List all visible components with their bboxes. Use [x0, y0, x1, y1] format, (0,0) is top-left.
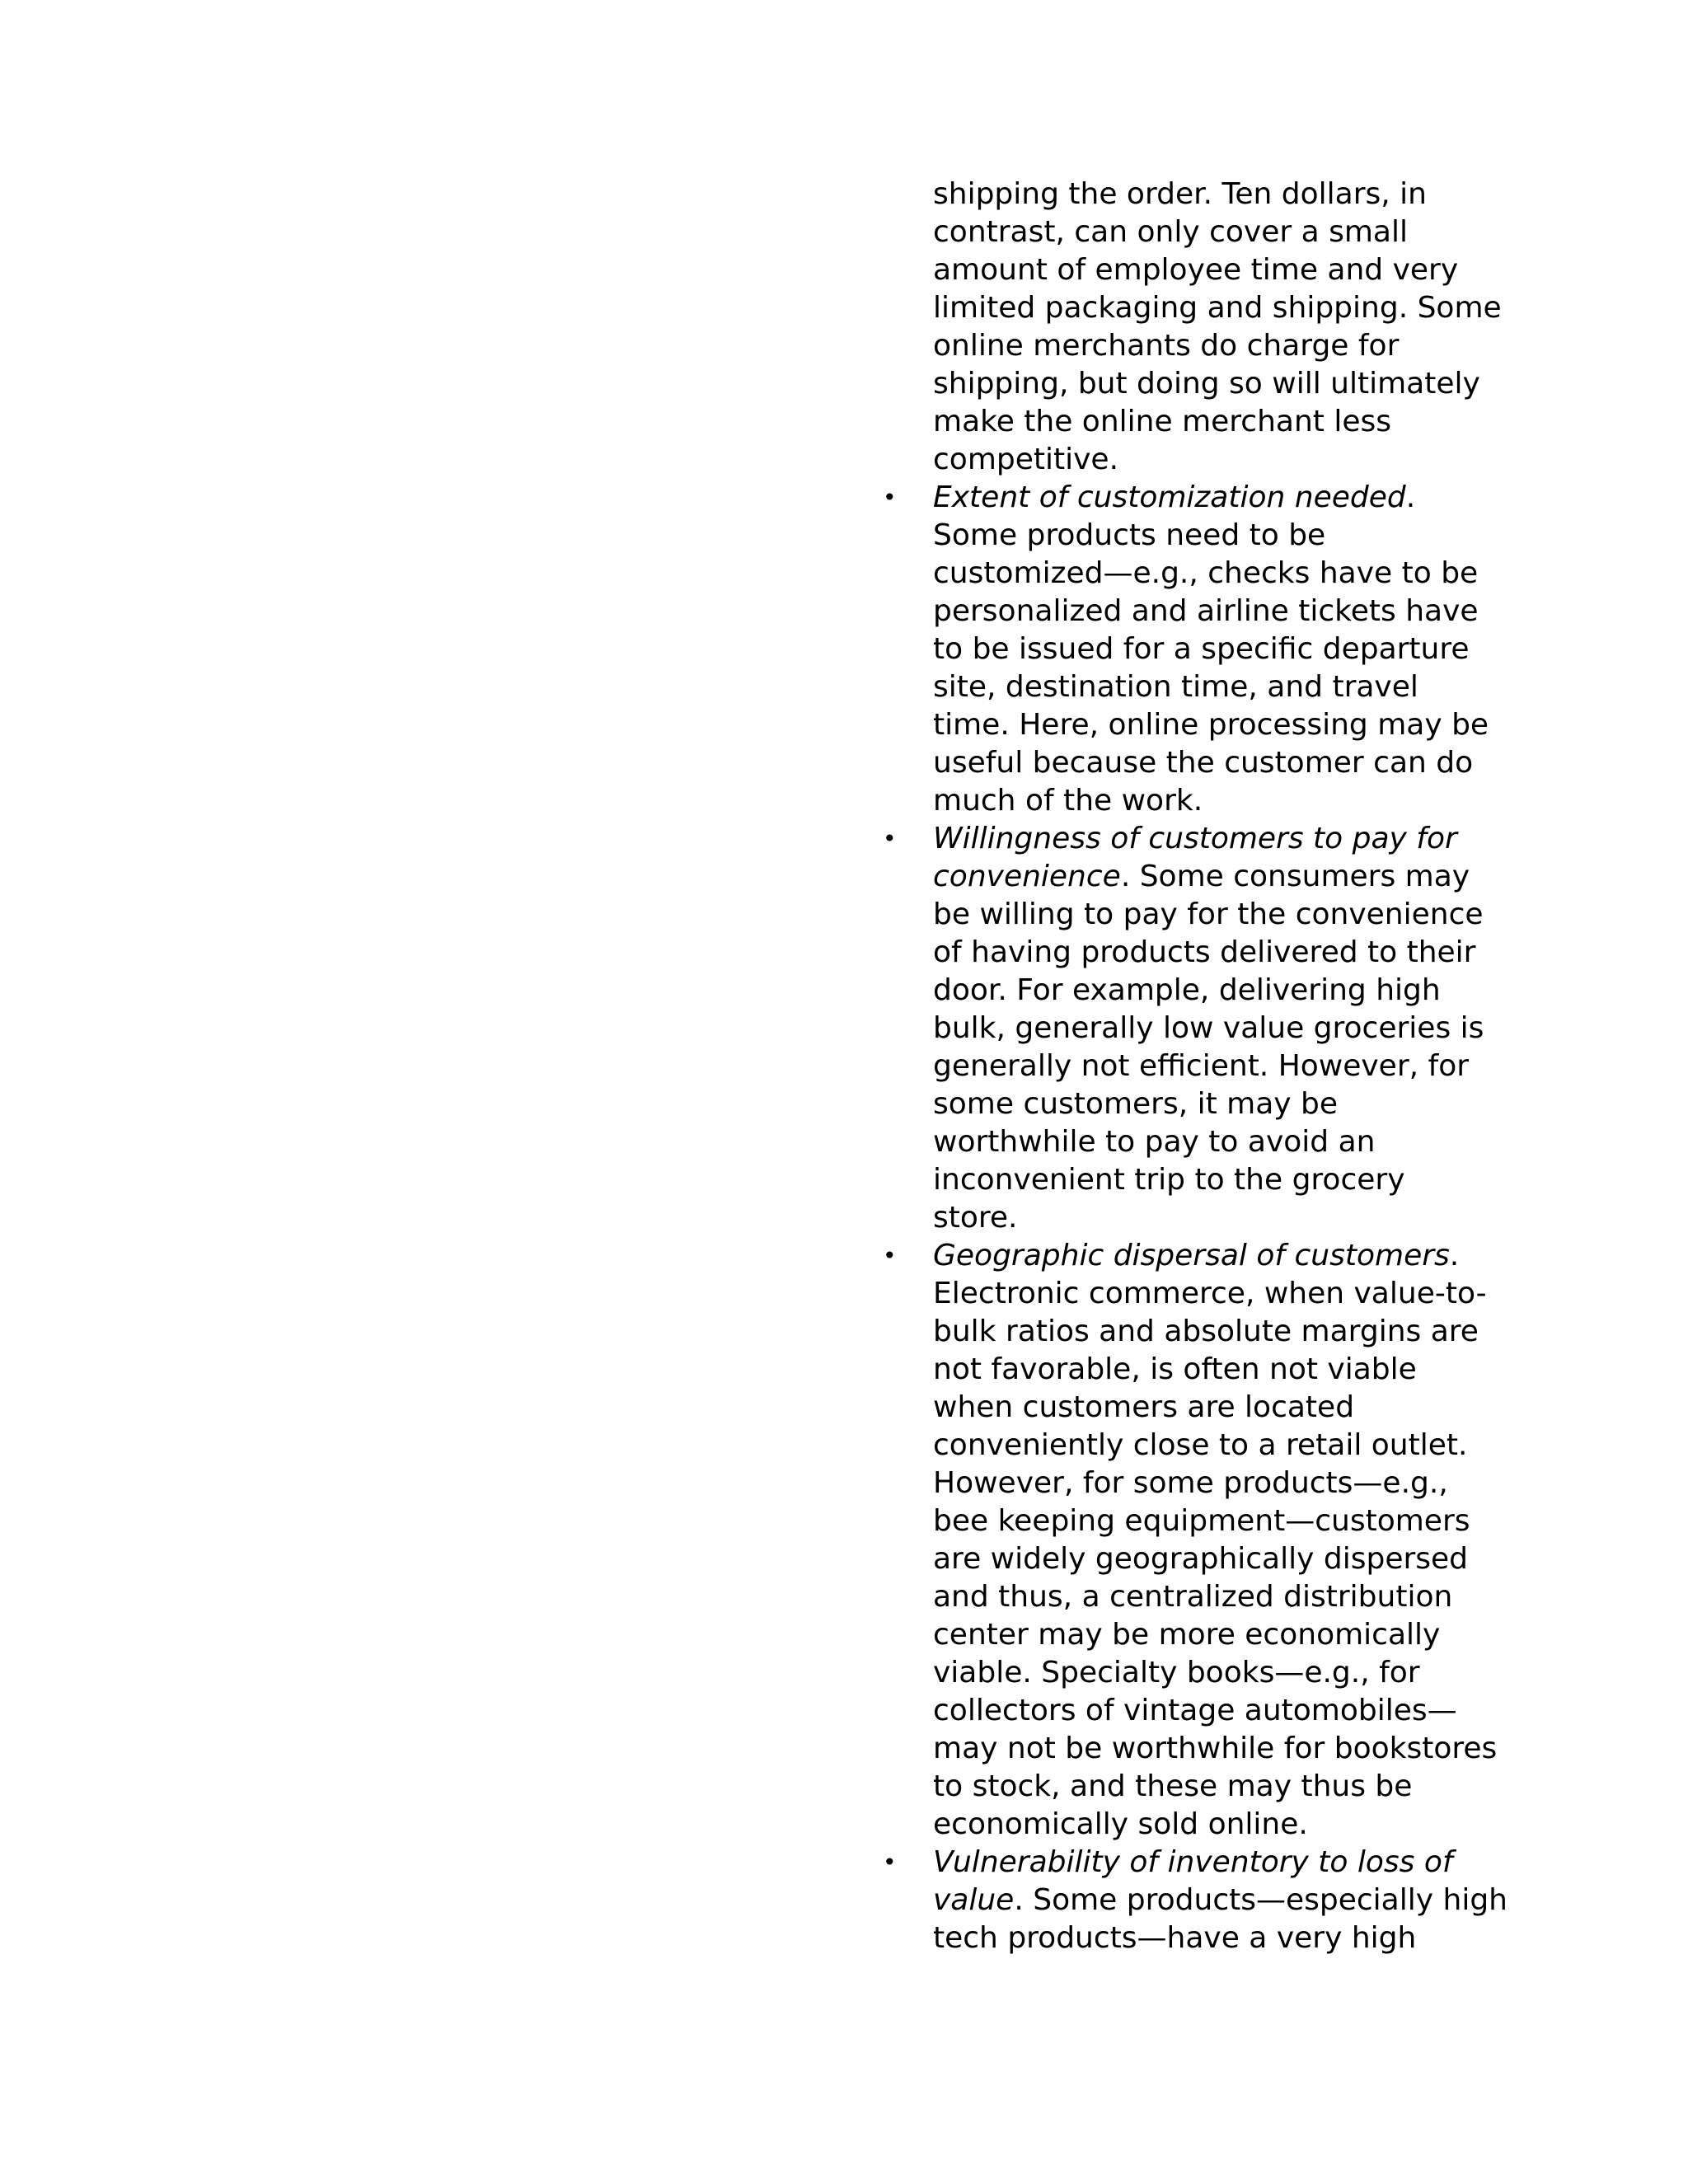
bullet-term: Geographic dispersal of customers [933, 1239, 1450, 1272]
text-line: online merchants do charge for [933, 329, 1400, 363]
text-line: store. [933, 1201, 1018, 1235]
term-suffix: . [1449, 1239, 1460, 1272]
text-line: contrast, can only cover a small [933, 215, 1408, 249]
text-line: useful because the customer can do [933, 746, 1474, 780]
text-line: site, destination time, and travel [933, 670, 1418, 704]
text-line: generally not efficient. However, for [933, 1049, 1470, 1083]
intro-paragraph [933, 176, 1502, 479]
list-item-vulnerability [883, 1844, 1507, 1957]
text-line: of having products delivered to their [933, 935, 1476, 969]
text-line: when customers are located [933, 1390, 1355, 1424]
text-line: limited packaging and shipping. Some [933, 291, 1502, 325]
bullet-term: Extent of customization needed [933, 480, 1406, 514]
bullet-term: Vulnerability of inventory to loss of [933, 1845, 1453, 1879]
text-line: personalized and airline tickets have [933, 594, 1479, 628]
bullet-icon: • [883, 1849, 897, 1876]
term-suffix: . Some consumers may [1120, 860, 1470, 893]
list-item-customization [883, 479, 1493, 820]
text-line: not favorable, is often not viable [933, 1352, 1417, 1386]
list-item-dispersal [883, 1237, 1498, 1844]
text-line: time. Here, online processing may be [933, 708, 1489, 742]
bullet-term: value [933, 1883, 1015, 1917]
text-line: are widely geographically dispersed [933, 1542, 1469, 1576]
term-suffix: . [1405, 480, 1416, 514]
text-line: inconvenient trip to the grocery [933, 1163, 1405, 1197]
text-line: However, for some products—e.g., [933, 1466, 1448, 1500]
text-column [883, 176, 1507, 1957]
bullet-term: convenience [933, 860, 1121, 893]
text-line: much of the work. [933, 784, 1203, 818]
bullet-icon: • [883, 1242, 897, 1269]
text-line [933, 858, 1493, 896]
text-line: bulk ratios and absolute margins are [933, 1315, 1479, 1348]
term-suffix: . Some products—especially high [1014, 1883, 1507, 1917]
text-line: economically sold online. [933, 1807, 1308, 1841]
text-line: to stock, and these may thus be [933, 1769, 1413, 1803]
text-line [933, 1237, 1493, 1275]
text-line: customized—e.g., checks have to be [933, 556, 1479, 590]
text-line: tech products—have a very high [933, 1921, 1417, 1955]
text-line: bee keeping equipment—customers [933, 1504, 1470, 1538]
text-line: competitive. [933, 443, 1119, 476]
bullet-list [883, 479, 1507, 1957]
bullet-icon: • [883, 484, 897, 511]
text-line: door. For example, delivering high [933, 973, 1441, 1007]
text-line: viable. Specialty books—e.g., for [933, 1656, 1420, 1690]
text-line: conveniently close to a retail outlet. [933, 1428, 1468, 1462]
text-line: center may be more economically [933, 1618, 1441, 1652]
text-line: bulk, generally low value groceries is [933, 1011, 1484, 1045]
text-line: shipping the order. Ten dollars, in [933, 177, 1427, 211]
text-line: be willing to pay for the convenience [933, 898, 1484, 931]
list-item-convenience [883, 820, 1493, 1237]
text-line: Some products need to be [933, 518, 1326, 552]
bullet-icon: • [883, 825, 897, 852]
text-line: to be issued for a specific departure [933, 632, 1470, 666]
text-line: shipping, but doing so will ultimately [933, 367, 1480, 401]
text-line: some customers, it may be [933, 1087, 1339, 1121]
text-line: may not be worthwhile for bookstores [933, 1732, 1498, 1765]
text-line: Electronic commerce, when value-to- [933, 1277, 1487, 1310]
text-line: make the online merchant less [933, 405, 1391, 438]
bullet-term: Willingness of customers to pay for [933, 822, 1457, 855]
text-line: and thus, a centralized distribution [933, 1580, 1453, 1614]
text-line [933, 479, 1493, 517]
text-line: amount of employee time and very [933, 253, 1459, 287]
text-line: worthwhile to pay to avoid an [933, 1125, 1376, 1159]
text-line [933, 1882, 1507, 1919]
text-line: collectors of vintage automobiles— [933, 1694, 1457, 1727]
